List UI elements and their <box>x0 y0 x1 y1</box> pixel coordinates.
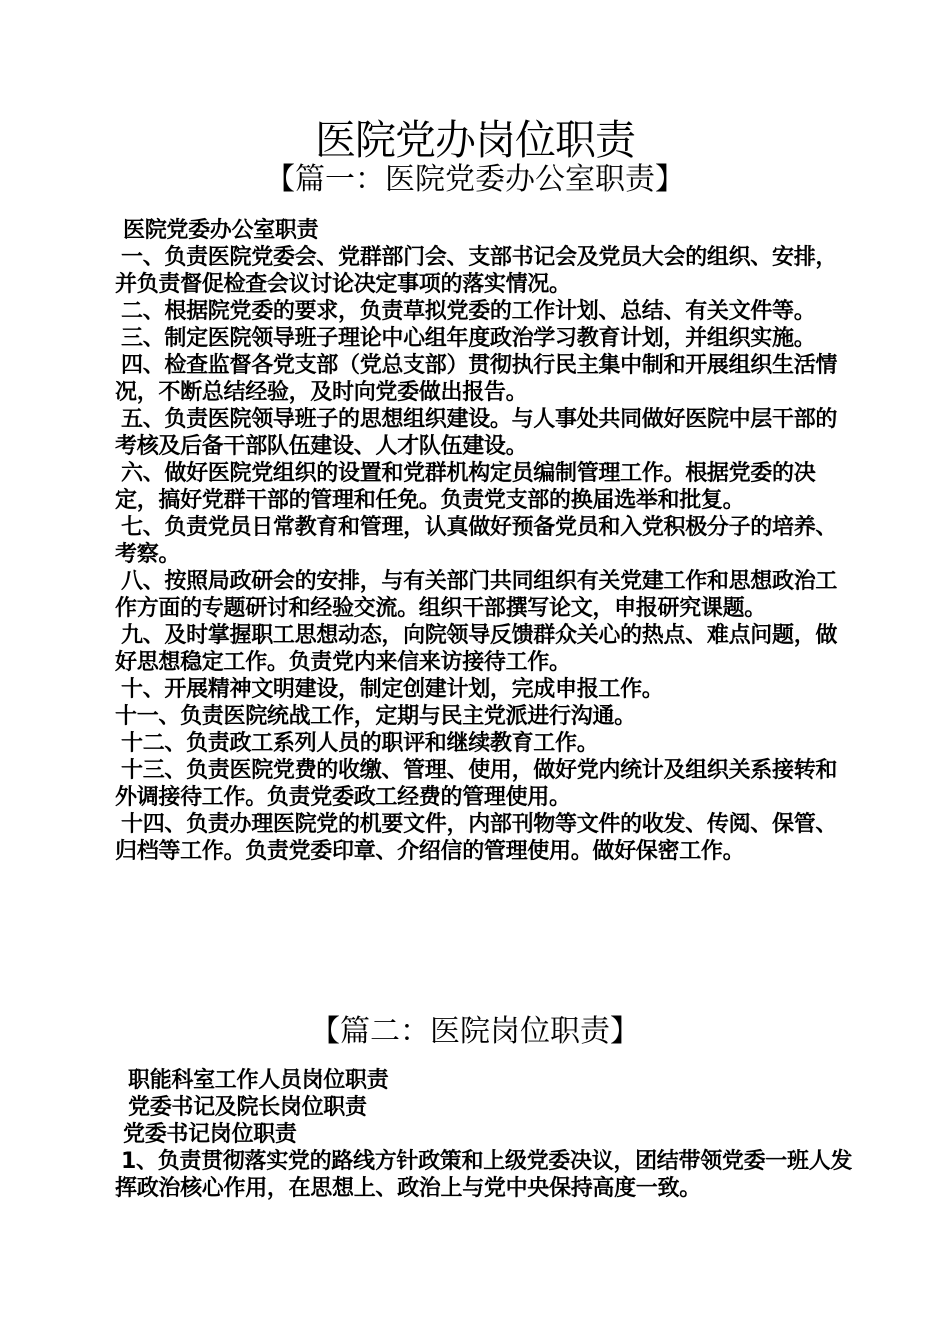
duty-item-11: 十一、负责医院统战工作，定期与民主党派进行沟通。 <box>115 704 636 729</box>
duty-item-5: 五、负责医院领导班子的思想组织建设。与人事处共同做好医院中层干部的考核及后备干部队伍建设、人才队伍建设。 <box>115 407 838 459</box>
duty-item-12: 十二、负责政工系列人员的职评和继续教育工作。 <box>121 731 599 756</box>
section-1-subtitle: 医院党委办公室职责 <box>123 218 319 243</box>
duty-item-14: 十四、负责办理医院党的机要文件，内部刊物等文件的收发、传阅、保管、归档等工作。负责党委印章、介绍信的管理使用。做好保密工作。 <box>115 812 838 864</box>
duty-item-13: 十三、负责医院党费的收缴、管理、使用，做好党内统计及组织关系接转和外调接待工作。负责党委政工经费的管理使用。 <box>115 758 838 810</box>
duty-item-7: 七、负责党员日常教育和管理，认真做好预备党员和入党积极分子的培养、考察。 <box>115 515 838 567</box>
duty-item-9: 九、及时掌握职工思想动态，向院领导反馈群众关心的热点、难点问题，做好思想稳定工作。负责党内来信来访接待工作。 <box>115 623 838 675</box>
duty-item-10: 十、开展精神文明建设，制定创建计划，完成申报工作。 <box>121 677 664 702</box>
duty-item-4: 四、检查监督各党支部（党总支部）贯彻执行民主集中制和开展组织生活情况，不断总结经验，及时向党委做出报告。 <box>115 353 838 405</box>
section-2-body <box>115 1067 855 1202</box>
section-1-heading: 【篇一：医院党委办公室职责】 <box>265 162 685 197</box>
section-2-heading: 【篇二：医院岗位职责】 <box>310 1014 640 1049</box>
duty-item-3: 三、制定医院领导班子理论中心组年度政治学习教育计划，并组织实施。 <box>121 326 816 351</box>
duty-item-8: 八、按照局政研会的安排，与有关部门共同组织有关党建工作和思想政治工作方面的专题研讨和经验交流。组织干部撰写论文，申报研究课题。 <box>115 569 838 621</box>
section-2-line-1: 职能科室工作人员岗位职责 <box>128 1068 389 1093</box>
section-1-body <box>115 217 855 865</box>
document-title: 医院党办岗位职责 <box>315 116 635 164</box>
duty-item-6: 六、做好医院党组织的设置和党群机构定员编制管理工作。根据党委的决定，搞好党群干部的管理和任免。负责党支部的换届选举和批复。 <box>115 461 816 513</box>
section-2-line-2: 党委书记及院长岗位职责 <box>128 1095 367 1120</box>
section-2-item-1: 1、负责贯彻落实党的路线方针政策和上级党委决议，团结带领党委一班人发挥政治核心作用，在思想上、政治上与党中央保持高度一致。 <box>115 1149 853 1201</box>
section-2-line-3: 党委书记岗位职责 <box>123 1122 297 1147</box>
duty-item-2: 二、根据院党委的要求，负责草拟党委的工作计划、总结、有关文件等。 <box>121 299 816 324</box>
duty-item-1: 一、负责医院党委会、党群部门会、支部书记会及党员大会的组织、安排，并负责督促检查会议讨论决定事项的落实情况。 <box>115 245 838 297</box>
